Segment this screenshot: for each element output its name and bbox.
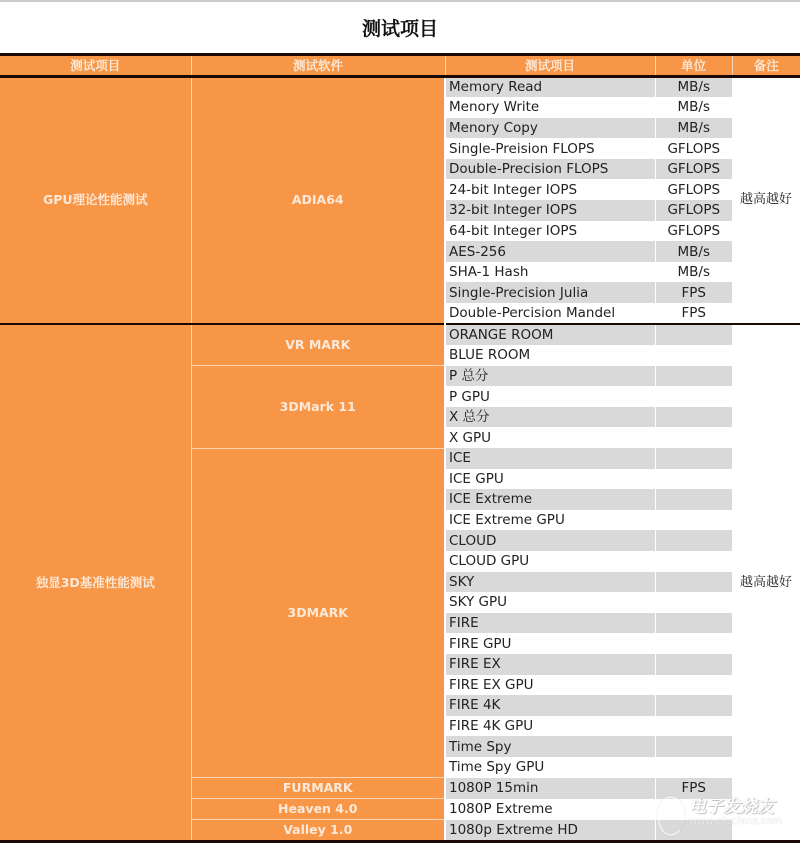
unit-cell: MB/s bbox=[677, 264, 710, 281]
unit-cell: MB/s bbox=[655, 77, 732, 98]
test-items-table bbox=[0, 56, 800, 841]
category-cell: 独显3D基准性能测试 bbox=[0, 324, 191, 840]
software-cell: FURMARK bbox=[191, 778, 445, 799]
note-cell: 越高越好 bbox=[732, 324, 800, 840]
test-item-cell: P GPU bbox=[445, 386, 655, 407]
test-item-cell: Menory Write bbox=[445, 97, 655, 118]
unit-cell: GFLOPS bbox=[655, 200, 732, 221]
unit-cell: GFLOPS bbox=[667, 222, 721, 239]
unit-cell bbox=[655, 386, 732, 407]
test-item-cell: Double-Precision FLOPS bbox=[445, 159, 655, 180]
test-item-cell: Memory Read bbox=[445, 77, 655, 98]
watermark-url: www.elecfans.com bbox=[689, 816, 783, 827]
test-item-cell: ORANGE ROOM bbox=[445, 324, 655, 345]
test-item-cell: CLOUD GPU bbox=[445, 551, 655, 572]
category-cell: GPU理论性能测试 bbox=[0, 77, 191, 325]
unit-cell bbox=[655, 469, 732, 490]
unit-cell bbox=[655, 551, 732, 572]
unit-cell bbox=[655, 366, 732, 387]
note-cell: 越高越好 bbox=[732, 77, 800, 325]
test-item-cell: BLUE ROOM bbox=[445, 345, 655, 366]
unit-cell: GFLOPS bbox=[655, 159, 732, 180]
test-item-cell: SKY bbox=[445, 572, 655, 593]
test-item-cell: 24-bit Integer IOPS bbox=[445, 179, 655, 200]
unit-cell bbox=[655, 407, 732, 428]
test-item-cell: FIRE EX bbox=[445, 654, 655, 675]
header-software: 测试软件 bbox=[191, 56, 445, 77]
unit-cell: FPS bbox=[655, 778, 732, 799]
table-row bbox=[0, 324, 800, 345]
test-item-cell: Double-Percision Mandel bbox=[445, 303, 655, 324]
unit-cell bbox=[655, 489, 732, 510]
unit-cell bbox=[655, 695, 732, 716]
software-cell: Valley 1.0 bbox=[191, 820, 445, 841]
test-item-cell: FIRE 4K bbox=[445, 695, 655, 716]
unit-cell: MB/s bbox=[655, 241, 732, 262]
test-item-cell: X 总分 bbox=[445, 407, 655, 428]
test-item-cell: CLOUD bbox=[445, 530, 655, 551]
software-cell: 3DMark 11 bbox=[191, 366, 445, 448]
unit-cell bbox=[655, 345, 732, 366]
test-item-cell: ICE GPU bbox=[445, 469, 655, 490]
test-item-cell: FIRE EX GPU bbox=[445, 675, 655, 696]
unit-cell: GFLOPS bbox=[667, 140, 721, 157]
unit-cell bbox=[655, 675, 732, 696]
header-unit: 单位 bbox=[655, 56, 732, 77]
unit-cell bbox=[655, 633, 732, 654]
test-item-cell: FIRE GPU bbox=[445, 633, 655, 654]
unit-cell bbox=[655, 592, 732, 613]
unit-cell: MB/s bbox=[677, 99, 710, 116]
software-cell: 3DMARK bbox=[191, 448, 445, 778]
table-row bbox=[0, 77, 800, 98]
unit-cell bbox=[655, 324, 732, 345]
software-cell: VR MARK bbox=[191, 324, 445, 366]
watermark-text: 电子发烧友 bbox=[689, 797, 774, 817]
test-item-cell: Single-Precision Julia bbox=[445, 282, 655, 303]
test-item-cell: Time Spy GPU bbox=[445, 757, 655, 778]
test-item-cell: ICE Extreme GPU bbox=[445, 510, 655, 531]
header-category: 测试项目 bbox=[0, 56, 191, 77]
unit-cell bbox=[655, 820, 732, 841]
unit-cell: FPS bbox=[681, 305, 706, 322]
unit-cell: MB/s bbox=[655, 118, 732, 139]
test-item-cell: 64-bit Integer IOPS bbox=[445, 221, 655, 242]
test-item-cell: P 总分 bbox=[445, 366, 655, 387]
unit-cell bbox=[655, 572, 732, 593]
test-item-cell: 1080P 15min bbox=[445, 778, 655, 799]
unit-cell: GFLOPS bbox=[667, 181, 721, 198]
unit-cell bbox=[655, 530, 732, 551]
unit-cell bbox=[655, 716, 732, 737]
software-cell: ADIA64 bbox=[191, 77, 445, 325]
unit-cell bbox=[655, 799, 732, 820]
test-item-cell: AES-256 bbox=[445, 241, 655, 262]
unit-cell bbox=[655, 736, 732, 757]
test-item-cell: FIRE 4K GPU bbox=[445, 716, 655, 737]
test-item-cell: FIRE bbox=[445, 613, 655, 634]
unit-cell bbox=[655, 427, 732, 448]
test-item-cell: ICE bbox=[445, 448, 655, 469]
unit-cell: FPS bbox=[655, 282, 732, 303]
unit-cell bbox=[655, 448, 732, 469]
header-note: 备注 bbox=[732, 56, 800, 77]
header-row bbox=[0, 56, 800, 77]
test-item-cell: X GPU bbox=[445, 427, 655, 448]
test-item-cell: SHA-1 Hash bbox=[445, 262, 655, 283]
test-item-cell: 1080p Extreme HD bbox=[445, 820, 655, 841]
unit-cell bbox=[655, 757, 732, 778]
test-item-cell: Menory Copy bbox=[445, 118, 655, 139]
test-item-cell: 1080P Extreme bbox=[445, 799, 655, 820]
test-item-cell: Time Spy bbox=[445, 736, 655, 757]
test-item-cell: ICE Extreme bbox=[445, 489, 655, 510]
test-item-cell: SKY GPU bbox=[445, 592, 655, 613]
test-item-cell: 32-bit Integer IOPS bbox=[445, 200, 655, 221]
test-item-cell: Single-Preision FLOPS bbox=[445, 138, 655, 159]
unit-cell bbox=[655, 613, 732, 634]
table-body bbox=[0, 77, 800, 841]
unit-cell bbox=[655, 510, 732, 531]
page-title: 测试项目 bbox=[0, 0, 800, 53]
unit-cell bbox=[655, 654, 732, 675]
header-item: 测试项目 bbox=[445, 56, 655, 77]
software-cell: Heaven 4.0 bbox=[191, 799, 445, 820]
header-bottom-rule bbox=[0, 75, 800, 78]
